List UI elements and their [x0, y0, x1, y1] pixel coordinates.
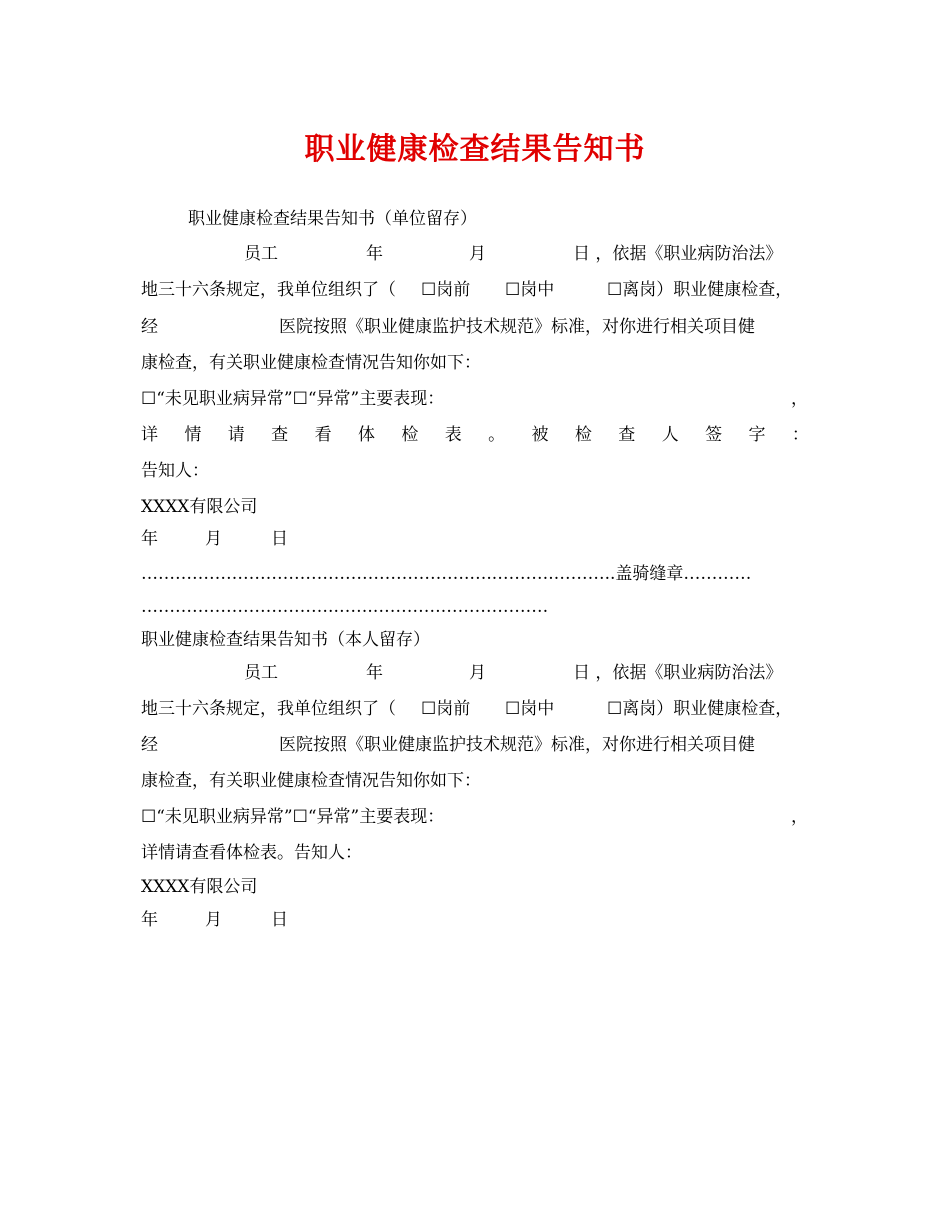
via-text: 经: [141, 317, 158, 337]
spaced-char: 字: [748, 425, 766, 445]
result-options: ☐“未见职业病异常”☐“异常”主要表现：: [141, 389, 445, 409]
spaced-char: 被: [531, 425, 549, 445]
date-month: 月: [205, 910, 222, 930]
employee-label: 员工: [244, 244, 278, 264]
section2-row3: [141, 727, 809, 763]
spaced-char: 签: [705, 425, 723, 445]
spaced-char: 检: [401, 425, 419, 445]
section2-row2: [141, 691, 809, 727]
spaced-char: 查: [618, 425, 636, 445]
year-label: 年: [366, 244, 383, 264]
checkbox-leave-job: ☐离岗）职业健康检查，: [607, 280, 793, 300]
spaced-char: 。: [488, 425, 506, 445]
month-label: 月: [469, 244, 486, 264]
year-label: 年: [366, 663, 383, 683]
seal-seam-line-1: ………………………………………………….…..……….………..盖骑缝章…………: [141, 564, 752, 584]
comma: ，: [791, 807, 808, 827]
spaced-char: 看: [314, 425, 332, 445]
section1-row3: [141, 309, 809, 345]
result-options: ☐“未见职业病异常”☐“异常”主要表现：: [141, 807, 445, 827]
section1-row6-spaced-text: [141, 417, 809, 453]
section2-company: XXXX有限公司: [141, 877, 258, 897]
spaced-char: 请: [227, 425, 245, 445]
section1-notifier: 告知人：: [141, 461, 209, 481]
spaced-char: 检: [574, 425, 592, 445]
section1-date: [141, 521, 809, 557]
organize-text: 地三十六条规定，我单位组织了（: [141, 699, 396, 719]
spaced-char: 表: [444, 425, 462, 445]
day-basis-text: 日 ，依据《职业病防治法》: [573, 244, 783, 264]
day-basis-text: 日 ，依据《职业病防治法》: [573, 663, 783, 683]
section1-row1: [141, 236, 809, 272]
comma: ，: [791, 389, 808, 409]
employee-label: 员工: [244, 663, 278, 683]
section1-row5: [141, 381, 809, 417]
organize-text: 地三十六条规定，我单位组织了（: [141, 280, 396, 300]
date-day: 日: [271, 910, 288, 930]
section1-row4: 康检查，有关职业健康检查情况告知你如下：: [141, 353, 481, 373]
spaced-char: 人: [661, 425, 679, 445]
section2-heading: 职业健康检查结果告知书（本人留存）: [141, 630, 430, 650]
section2-row6: 详情请查看体检表。告知人：: [141, 843, 362, 863]
checkbox-on-job: ☐岗中: [505, 280, 555, 300]
section1-heading: 职业健康检查结果告知书（单位留存）: [188, 209, 477, 229]
date-year: 年: [141, 910, 158, 930]
checkbox-pre-job: ☐岗前: [421, 699, 471, 719]
month-label: 月: [469, 663, 486, 683]
checkbox-leave-job: ☐离岗）职业健康检查，: [607, 699, 793, 719]
hospital-standard-text: 医院按照《职业健康监护技术规范》标准，对你进行相关项目健: [279, 317, 755, 337]
section1-company: XXXX有限公司: [141, 497, 258, 517]
spaced-char: 查: [271, 425, 289, 445]
spaced-char: 体: [357, 425, 375, 445]
section2-row5: [141, 799, 809, 835]
spaced-char: 详: [141, 425, 158, 445]
date-month: 月: [205, 529, 222, 549]
section2-date: [141, 902, 809, 938]
seal-seam-line-2: …………………………….…….………….………………: [141, 597, 549, 617]
date-day: 日: [271, 529, 288, 549]
checkbox-on-job: ☐岗中: [505, 699, 555, 719]
section2-row1: [141, 655, 809, 691]
document-title: 职业健康检查结果告知书: [304, 132, 646, 167]
spaced-char: 情: [184, 425, 202, 445]
section2-row4: 康检查，有关职业健康检查情况告知你如下：: [141, 771, 481, 791]
hospital-standard-text: 医院按照《职业健康监护技术规范》标准，对你进行相关项目健: [279, 735, 755, 755]
date-year: 年: [141, 529, 158, 549]
via-text: 经: [141, 735, 158, 755]
spaced-char: ：: [791, 425, 809, 445]
checkbox-pre-job: ☐岗前: [421, 280, 471, 300]
section1-row2: [141, 272, 809, 308]
